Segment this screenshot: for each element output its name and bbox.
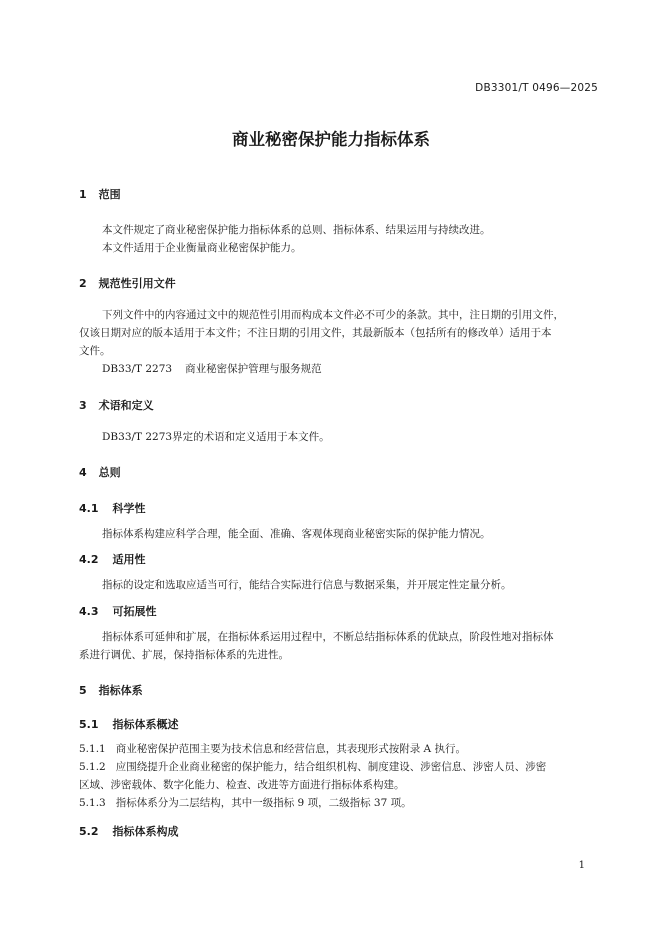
subsection-number: 5.1 <box>79 718 99 731</box>
section-heading-3 <box>79 397 154 413</box>
subsection-number: 4.1 <box>79 502 99 515</box>
subsection-title: 可拓展性 <box>112 605 157 618</box>
section-number: 1 <box>79 188 87 201</box>
subsection-heading-4-3 <box>79 603 157 619</box>
subsection-number: 4.3 <box>79 605 99 618</box>
clause-text: 指标体系分为二层结构，其中一级指标 9 项，二级指标 37 项。 <box>115 797 412 809</box>
subsection-heading-5-1 <box>79 716 179 732</box>
subsection-title: 指标体系概述 <box>112 718 179 731</box>
clause-text: 商业秘密保护范围主要为技术信息和经营信息，其表现形式按附录 A 执行。 <box>115 743 466 755</box>
clause-5-1-3 <box>79 795 412 810</box>
clause-5-1-1 <box>79 741 466 756</box>
clause-text: 应围绕提升企业商业秘密的保护能力，结合组织机构、制度建设、涉密信息、涉密人员、涉密 <box>115 761 547 773</box>
page-number: 1 <box>578 860 585 871</box>
clause-number: 5.1.3 <box>79 797 106 809</box>
section-number: 4 <box>79 466 87 479</box>
paragraph: 文件。 <box>79 345 111 357</box>
clause-continuation: 区域、涉密载体、数字化能力、检查、改进等方面进行指标体系构建。 <box>79 779 405 791</box>
section-heading-5 <box>79 682 143 698</box>
section-heading-2 <box>79 275 176 291</box>
page-title: 商业秘密保护能力指标体系 <box>232 130 430 149</box>
section-title: 指标体系 <box>98 684 143 697</box>
paragraph: 本文件适用于企业衡量商业秘密保护能力。 <box>102 242 302 254</box>
section-title: 规范性引用文件 <box>98 277 176 290</box>
paragraph: 本文件规定了商业秘密保护能力指标体系的总则、指标体系、结果运用与持续改进。 <box>102 224 491 236</box>
section-title: 总则 <box>98 466 121 479</box>
paragraph: 指标体系可延伸和扩展，在指标体系运用过程中，不断总结指标体系的优缺点，阶段性地对指标体 <box>102 631 554 643</box>
subsection-heading-5-2 <box>79 823 179 839</box>
section-title: 术语和定义 <box>98 399 154 412</box>
subsection-title: 科学性 <box>112 502 146 515</box>
clause-number: 5.1.2 <box>79 761 106 773</box>
subsection-title: 适用性 <box>112 553 146 566</box>
section-number: 5 <box>79 684 87 697</box>
paragraph: 系进行调优、扩展，保持指标体系的先进性。 <box>79 649 289 661</box>
paragraph: 指标体系构建应科学合理，能全面、准确、客观体现商业秘密实际的保护能力情况。 <box>102 528 491 540</box>
paragraph: 指标的设定和选取应适当可行，能结合实际进行信息与数据采集，并开展定性定量分析。 <box>102 579 512 591</box>
section-title: 范围 <box>98 188 121 201</box>
paragraph: 下列文件中的内容通过文中的规范性引用而构成本文件必不可少的条款。其中，注日期的引用文件， <box>102 309 564 321</box>
subsection-heading-4-2 <box>79 551 146 567</box>
document-number: DB3301/T 0496—2025 <box>475 82 598 94</box>
subsection-heading-4-1 <box>79 500 146 516</box>
normative-reference <box>102 361 322 376</box>
reference-title: 商业秘密保护管理与服务规范 <box>185 363 322 375</box>
subsection-number: 4.2 <box>79 553 99 566</box>
subsection-number: 5.2 <box>79 825 99 838</box>
section-number: 3 <box>79 399 87 412</box>
section-heading-4 <box>79 464 121 480</box>
section-heading-1 <box>79 186 121 202</box>
subsection-title: 指标体系构成 <box>112 825 179 838</box>
reference-code: DB33/T 2273 <box>102 363 173 375</box>
section-number: 2 <box>79 277 87 290</box>
clause-number: 5.1.1 <box>79 743 106 755</box>
paragraph: DB33/T 2273界定的术语和定义适用于本文件。 <box>102 431 330 443</box>
clause-5-1-2 <box>79 759 546 774</box>
paragraph: 仅该日期对应的版本适用于本文件；不注日期的引用文件，其最新版本（包括所有的修改单）适用于本 <box>79 327 552 339</box>
